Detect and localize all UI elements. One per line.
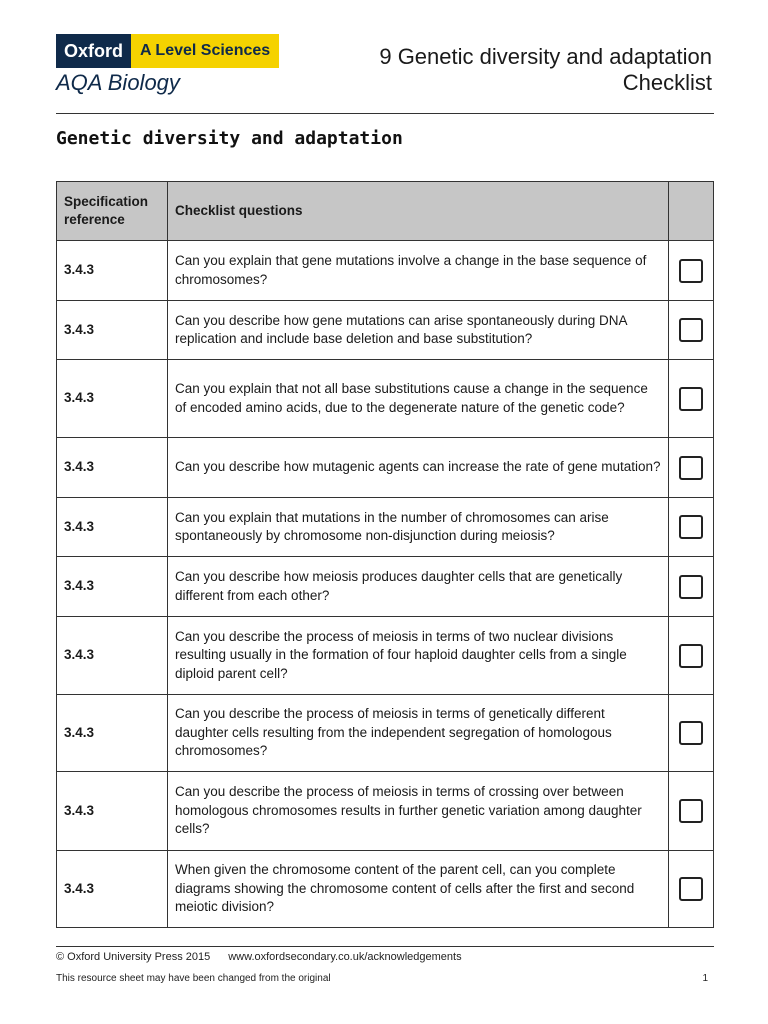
header-checklist-questions: Checklist questions xyxy=(168,182,669,241)
checklist-table xyxy=(56,181,714,928)
checkbox[interactable] xyxy=(679,387,703,411)
checklist-question: Can you describe the process of meiosis in terms of genetically different daughter cells resulting from the independent segregation of homologous chromosomes? xyxy=(168,695,669,772)
header-divider xyxy=(56,113,714,114)
checkbox[interactable] xyxy=(679,456,703,480)
footer-divider xyxy=(56,946,714,947)
checkbox[interactable] xyxy=(679,721,703,745)
table-row xyxy=(57,772,714,851)
spec-reference: 3.4.3 xyxy=(57,557,168,617)
chapter-title xyxy=(379,44,712,96)
table-row xyxy=(57,241,714,301)
spec-reference: 3.4.3 xyxy=(57,498,168,557)
chapter-title-line1: 9 Genetic diversity and adaptation xyxy=(379,44,712,69)
checkbox-cell xyxy=(669,241,714,301)
checklist-question: Can you describe how gene mutations can arise spontaneously during DNA replication and include base deletion and base substitution? xyxy=(168,301,669,360)
chapter-title-line2: Checklist xyxy=(622,70,712,95)
checklist-question: Can you describe the process of meiosis in terms of crossing over between homologous chromosomes results in further genetic variation among daughter cells? xyxy=(168,772,669,851)
table-row xyxy=(57,301,714,360)
section-heading: Genetic diversity and adaptation xyxy=(56,128,403,149)
spec-reference: 3.4.3 xyxy=(57,301,168,360)
checklist-question: Can you describe how meiosis produces daughter cells that are genetically different from each other? xyxy=(168,557,669,617)
spec-reference: 3.4.3 xyxy=(57,851,168,928)
checkbox[interactable] xyxy=(679,575,703,599)
table-row xyxy=(57,360,714,438)
footer-credits xyxy=(56,951,462,963)
checkbox-cell xyxy=(669,557,714,617)
checklist-question: Can you describe how mutagenic agents can increase the rate of gene mutation? xyxy=(168,438,669,498)
table-header-row xyxy=(57,182,714,241)
subject-title: AQA Biology xyxy=(56,70,180,95)
checkbox[interactable] xyxy=(679,318,703,342)
checkbox[interactable] xyxy=(679,259,703,283)
table-row xyxy=(57,498,714,557)
footer-note: This resource sheet may have been changed from the original xyxy=(56,973,331,984)
checkbox[interactable] xyxy=(679,515,703,539)
checkbox-cell xyxy=(669,851,714,928)
table-row xyxy=(57,617,714,695)
checkbox-cell xyxy=(669,438,714,498)
checkbox[interactable] xyxy=(679,877,703,901)
checklist-question: Can you describe the process of meiosis in terms of two nuclear divisions resulting usually in the formation of four haploid daughter cells from a single diploid parent cell? xyxy=(168,617,669,695)
checkbox-cell xyxy=(669,695,714,772)
checkbox[interactable] xyxy=(679,799,703,823)
logo-product: A Level Sciences xyxy=(131,34,279,68)
checkbox-cell xyxy=(669,772,714,851)
checkbox-cell xyxy=(669,498,714,557)
checklist-question: Can you explain that mutations in the number of chromosomes can arise spontaneously by chromosome non-disjunction during meiosis? xyxy=(168,498,669,557)
page-number: 1 xyxy=(702,973,708,984)
header-spec-reference: Specification reference xyxy=(57,182,168,241)
spec-reference: 3.4.3 xyxy=(57,241,168,301)
spec-reference: 3.4.3 xyxy=(57,438,168,498)
table-row xyxy=(57,557,714,617)
table-row xyxy=(57,438,714,498)
copyright-text: © Oxford University Press 2015 xyxy=(56,951,211,963)
checklist-question: When given the chromosome content of the parent cell, can you complete diagrams showing the chromosome content of cells after the first and second meiotic division? xyxy=(168,851,669,928)
table-row xyxy=(57,851,714,928)
spec-reference: 3.4.3 xyxy=(57,772,168,851)
header-checkbox-column xyxy=(669,182,714,241)
logo-brand: Oxford xyxy=(56,34,131,68)
checkbox-cell xyxy=(669,301,714,360)
spec-reference: 3.4.3 xyxy=(57,695,168,772)
spec-reference: 3.4.3 xyxy=(57,617,168,695)
checkbox-cell xyxy=(669,360,714,438)
checklist-question: Can you explain that not all base substitutions cause a change in the sequence of encoded amino acids, due to the degenerate nature of the genetic code? xyxy=(168,360,669,438)
oxford-logo xyxy=(56,34,279,68)
checklist-question: Can you explain that gene mutations involve a change in the base sequence of chromosomes? xyxy=(168,241,669,301)
table-row xyxy=(57,695,714,772)
acknowledgements-link[interactable]: www.oxfordsecondary.co.uk/acknowledgements xyxy=(228,951,462,963)
checkbox-cell xyxy=(669,617,714,695)
spec-reference: 3.4.3 xyxy=(57,360,168,438)
checkbox[interactable] xyxy=(679,644,703,668)
